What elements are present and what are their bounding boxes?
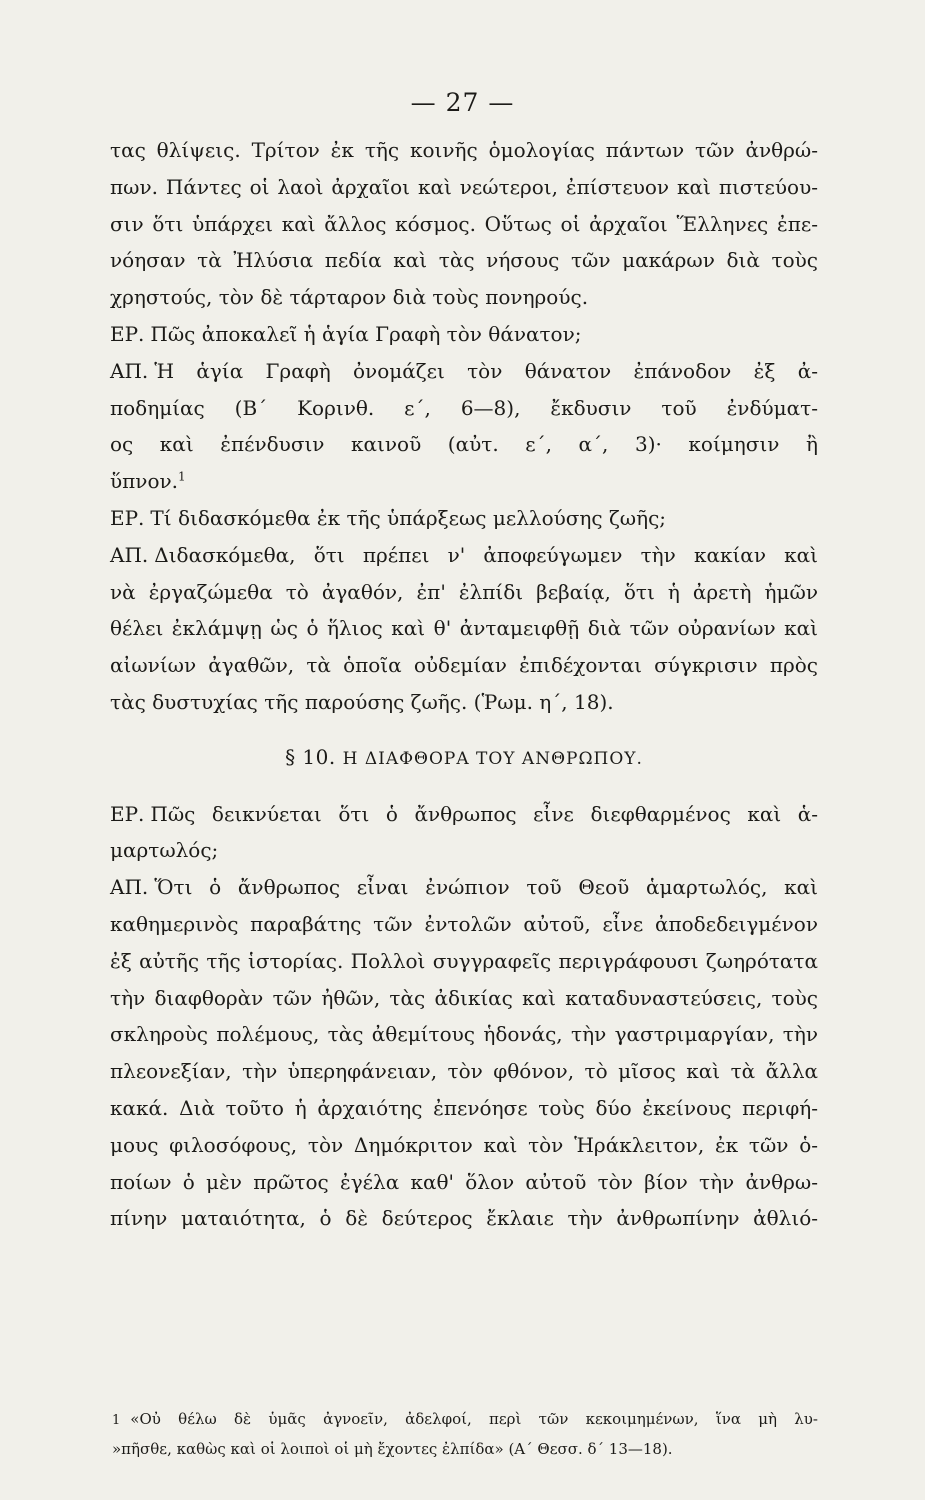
answer-label: ΑΠ. [110,358,149,383]
question-3-line [110,796,818,833]
page-number: — 27 — [410,88,515,117]
answer-2-line: νὰ ἐργαζώμεθα τὸ ἀγαθόν, ἐπ' ἐλπίδι βεβαίᾳ, ὅτι ἡ ἀρετὴ ἡμῶν [110,579,818,604]
answer-1-line: ποδημίας (Β´ Κορινθ. ε´, 6—8), ἔκδυσιν τοῦ ἐνδύματ- [110,395,818,420]
answer-3-line: ἐξ αὐτῆς τῆς ἱστορίας. Πολλοὶ συγγραφεῖς περιγράφουσι ζωηρότατα [110,948,818,973]
question-1 [110,316,818,353]
answer-1-line: ος καὶ ἐπένδυσιν καινοῦ (αὐτ. ε´, α´, 3)· κοίμησιν ἢ [110,432,818,457]
answer-3-line: πίνην ματαιότητα, ὁ δὲ δεύτερος ἔκλαιε τὴν ἀνθρωπίνην ἀθλιό- [110,1206,818,1231]
question-label: ΕΡ. [110,321,145,346]
footnote-line [112,1404,818,1434]
question-text: Πῶς δεικνύεται ὅτι ὁ ἄνθρωπος εἶνε διεφθαρμένος καὶ ἁ- [150,801,818,826]
answer-3-line: ποίων ὁ μὲν πρῶτος ἐγέλα καθ' ὅλον αὐτοῦ τὸν βίον τὴν ἀνθρω- [110,1169,818,1194]
body-text [110,132,818,1237]
question-label: ΕΡ. [110,505,145,530]
section-title: Η ΔΙΑΦΘΟΡΑ ΤΟΥ ΑΝΘΡΩΠΟΥ. [342,748,643,769]
answer-1-line [110,353,818,390]
answer-2-line [110,537,818,574]
text-line: τας θλίψεις. Τρίτον ἐκ τῆς κοινῆς ὁμολογίας πάντων τῶν ἀνθρώ- [110,138,818,162]
footnote-line: »πῆσθε, καθὼς καὶ οἱ λοιποὶ οἱ μὴ ἔχοντες ἐλπίδα» (Α´ Θεσσ. δ´ 13—18). [112,1440,673,1458]
footnote-number: 1 [112,1413,121,1428]
text-line: νόησαν τὰ Ἠλύσια πεδία καὶ τὰς νήσους τῶν μακάρων διὰ τοὺς [110,248,818,273]
answer-3-line: κακά. Διὰ τοῦτο ἡ ἀρχαιότης ἐπενόησε τοὺς δύο ἐκείνους περιφή- [110,1095,818,1120]
answer-2-line: θέλει ἐκλάμψῃ ὡς ὁ ἥλιος καὶ θ' ἀνταμειφθῇ διὰ τῶν οὐρανίων καὶ [110,616,818,641]
text-line: σιν ὅτι ὑπάρχει καὶ ἄλλος κόσμος. Οὕτως οἱ ἀρχαῖοι Ἕλληνες ἐπε- [110,211,818,236]
question-label: ΕΡ. [110,801,145,826]
answer-3-line: τὴν διαφθορὰν τῶν ἠθῶν, τὰς ἀδικίας καὶ καταδυναστεύσεις, τοὺς [110,985,818,1010]
answer-text: Ἡ ἁγία Γραφὴ ὀνομάζει τὸν θάνατον ἐπάνοδον ἐξ ἀ- [154,358,818,383]
answer-text: ὕπνον. [110,469,179,494]
answer-3-line: πλεονεξίαν, τὴν ὑπερηφάνειαν, τὸν φθόνον, τὸ μῖσος καὶ τὰ ἄλλα [110,1059,818,1084]
question-2 [110,500,818,537]
question-3-line: μαρτωλός; [110,838,219,863]
answer-label: ΑΠ. [110,542,149,567]
section-number: 10. [302,744,336,769]
section-symbol: § [285,744,296,769]
answer-1-line [110,463,818,500]
footnotes [112,1404,818,1464]
answer-2-line: αἰωνίων ἀγαθῶν, τὰ ὁποῖα οὐδεμίαν ἐπιδέχονται σύγκρισιν πρὸς [110,653,818,678]
answer-text: Ὅτι ὁ ἄνθρωπος εἶναι ἐνώπιον τοῦ Θεοῦ ἁμαρτωλός, καὶ [154,875,818,900]
answer-3-line: καθημερινὸς παραβάτης τῶν ἐντολῶν αὐτοῦ, εἶνε ἀποδεδειγμένον [110,911,818,936]
text-line: χρηστούς, τὸν δὲ τάρταρον διὰ τοὺς πονηρούς. [110,285,589,310]
footnote-text: «Οὐ θέλω δὲ ὑμᾶς ἀγνοεῖν, ἀδελφοί, περὶ τῶν κεκοιμημένων, ἵνα μὴ λυ- [130,1410,818,1428]
answer-3-line [110,869,818,906]
answer-2-line: τὰς δυστυχίας τῆς παρούσης ζωῆς. (Ῥωμ. η´, 18). [110,689,614,714]
answer-label: ΑΠ. [110,875,149,900]
question-text: Πῶς ἀποκαλεῖ ἡ ἁγία Γραφὴ τὸν θάνατον; [150,321,582,346]
section-heading [110,739,818,776]
answer-text: Διδασκόμεθα, ὅτι πρέπει ν' ἀποφεύγωμεν τὴν κακίαν καὶ [154,542,818,567]
answer-3-line: σκληροὺς πολέμους, τὰς ἀθεμίτους ἡδονάς, τὴν γαστριμαργίαν, τὴν [110,1022,818,1047]
footnote-marker: 1 [178,469,186,484]
text-line: πων. Πάντες οἱ λαοὶ ἀρχαῖοι καὶ νεώτεροι, ἐπίστευον καὶ πιστεύου- [110,174,818,199]
question-text: Τί διδασκόμεθα ἐκ τῆς ὑπάρξεως μελλούσης ζωῆς; [150,505,667,530]
answer-3-line: μους φιλοσόφους, τὸν Δημόκριτον καὶ τὸν Ἡράκλειτον, ἐκ τῶν ὁ- [110,1132,818,1157]
